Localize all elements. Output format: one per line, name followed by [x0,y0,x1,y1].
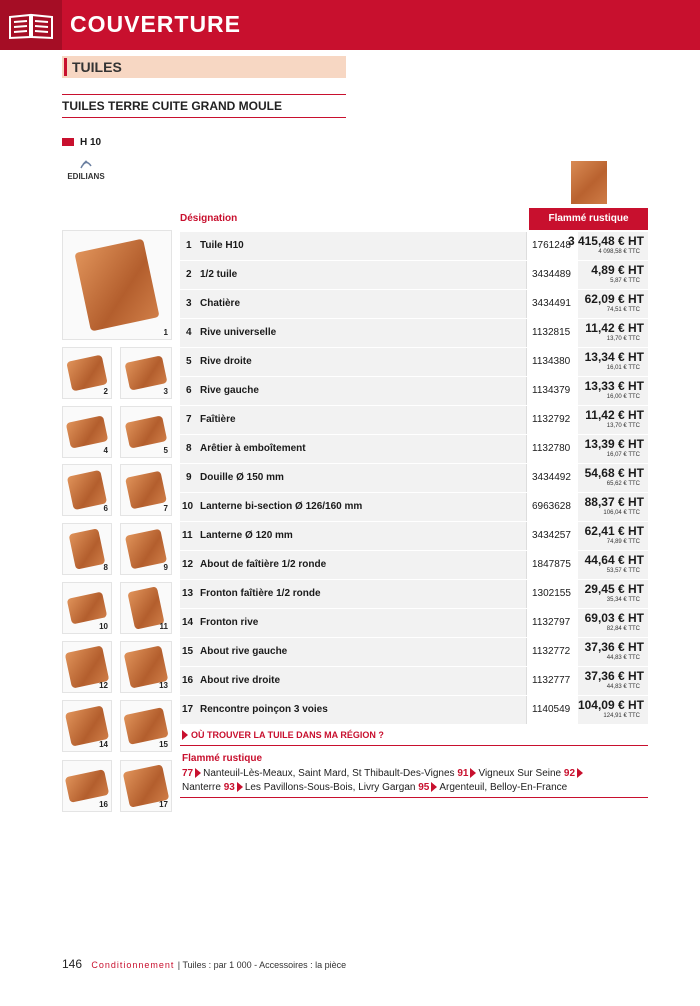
product-image [62,582,112,634]
where-finish-title: Flammé rustique [182,753,263,764]
dept-towns: Nanterre [182,782,221,793]
tile-shape [69,528,106,569]
dept-number: 77 [182,768,194,779]
page-title: COUVERTURE [70,11,242,37]
tile-shape [125,355,168,390]
product-image-number: 3 [163,387,168,396]
table-row [180,434,648,463]
row-designation: Lanterne bi-section Ø 126/160 mm [200,501,363,512]
product-image [62,760,112,812]
product-image-number: 13 [159,681,168,690]
product-image-number: 1 [163,328,168,337]
row-price-ttc: 65,62 € TTC [606,481,640,487]
product-image-number: 16 [99,800,108,809]
product-image-number: 8 [103,563,108,572]
page-footer [62,957,346,971]
arrow-icon [431,782,437,792]
brand-name: EDILIANS [67,172,105,181]
brand-logo [62,160,110,181]
row-number: 15 [182,646,194,657]
row-designation: Lanterne Ø 120 mm [200,530,293,541]
column-header-finish: Flammé rustique [529,208,648,230]
row-price-ttc: 44,83 € TTC [606,655,640,661]
header-banner [0,0,700,50]
row-article-code: 1134380 [526,348,578,376]
row-price-ttc: 13,70 € TTC [606,423,640,429]
row-price-ttc: 44,83 € TTC [606,684,640,690]
row-price-ttc: 13,70 € TTC [606,336,640,342]
product-image-number: 10 [99,622,108,631]
product-image [62,523,112,575]
product-image [120,464,172,516]
row-price-ht: 37,36 € HT [584,640,644,654]
row-price-ht: 62,41 € HT [584,524,644,538]
table-row [180,695,648,724]
row-price-ht: 11,42 € HT [585,408,644,422]
row-price-ht: 44,64 € HT [584,553,644,567]
subsection-title: TUILES TERRE CUITE GRAND MOULE [62,99,283,113]
section-header [62,56,346,78]
row-article-code: 1140549 [526,696,578,724]
table-row [180,231,648,260]
model-label-text: H 10 [80,137,102,148]
row-article-code: 1132772 [526,638,578,666]
row-price-ttc: 35,34 € TTC [606,597,640,603]
arrow-icon [195,768,201,778]
table-row [180,550,648,579]
table-row [180,666,648,695]
product-image [62,700,112,752]
model-label [62,137,101,148]
tile-shape [67,470,107,510]
row-number: 8 [186,443,192,454]
row-number: 14 [182,617,194,628]
tile-shape [125,415,168,448]
tile-shape [66,415,109,448]
product-image-number: 9 [163,563,168,572]
row-number: 6 [186,385,192,396]
subsection-header [62,94,346,118]
row-number: 2 [186,269,192,280]
finish-swatch-image [571,161,607,204]
section-title: TUILES [72,59,122,75]
row-article-code: 1847875 [526,551,578,579]
row-number: 4 [186,327,192,338]
row-designation: Rencontre poinçon 3 voies [200,704,328,715]
locations-line-2 [182,782,567,793]
row-article-code: 1302155 [526,580,578,608]
product-image [120,347,172,399]
arrow-icon [470,768,476,778]
row-price-ht: 69,03 € HT [584,611,644,625]
row-price-ttc: 74,89 € TTC [606,539,640,545]
row-designation: Douille Ø 150 mm [200,472,284,483]
locations-line-1 [182,768,585,779]
row-designation: Rive gauche [200,385,259,396]
price-table [180,231,648,724]
row-number: 5 [186,356,192,367]
row-price-ttc: 124,91 € TTC [603,713,640,719]
tile-shape [125,471,167,510]
product-image-number: 2 [103,387,108,396]
tile-shape [65,769,110,803]
row-article-code: 6963628 [526,493,578,521]
product-image [120,700,172,752]
arrow-icon [182,730,188,740]
row-number: 10 [182,501,194,512]
product-image [120,760,172,812]
row-price-ttc: 53,57 € TTC [606,568,640,574]
tile-shape [67,592,108,625]
row-price-ht: 29,45 € HT [584,582,644,596]
row-price-ht: 54,68 € HT [584,466,644,480]
row-article-code: 1132792 [526,406,578,434]
footer-conditioning: Conditionnement [91,960,175,970]
row-price-ttc: 16,00 € TTC [606,394,640,400]
product-image-number: 17 [159,800,168,809]
row-designation: About rive droite [200,675,281,686]
product-image [62,347,112,399]
row-price-ht: 62,09 € HT [584,292,644,306]
table-row [180,376,648,405]
tile-shape [66,355,107,392]
row-article-code: 3434489 [526,261,578,289]
column-header-designation: Désignation [180,213,238,224]
tile-shape [125,529,167,570]
row-price-ttc: 16,01 € TTC [606,365,640,371]
row-price-ttc: 16,07 € TTC [606,452,640,458]
row-designation: Rive universelle [200,327,277,338]
product-image-number: 4 [103,446,108,455]
table-row [180,318,648,347]
product-image [62,641,112,693]
row-article-code: 1132815 [526,319,578,347]
row-designation: Fronton faîtière 1/2 ronde [200,588,321,599]
row-price-ttc: 5,87 € TTC [610,278,640,284]
row-article-code: 1134379 [526,377,578,405]
table-row [180,608,648,637]
row-designation: Faîtière [200,414,236,425]
product-image-number: 12 [99,681,108,690]
row-designation: Fronton rive [200,617,259,628]
table-row [180,289,648,318]
row-number: 7 [186,414,192,425]
row-price-ht: 37,36 € HT [584,669,644,683]
row-article-code: 1132797 [526,609,578,637]
row-designation: Rive droite [200,356,252,367]
row-number: 1 [186,240,192,251]
row-designation: Chatière [200,298,241,309]
row-price-ttc: 4 098,58 € TTC [598,249,640,255]
row-number: 16 [182,675,194,686]
page-number: 146 [62,957,83,971]
row-price-ttc: 74,51 € TTC [606,307,640,313]
dept-towns: Argenteuil, Belloy-En-France [439,782,568,793]
product-image-number: 7 [163,504,168,513]
dept-number: 93 [223,782,235,793]
arrow-icon [237,782,243,792]
row-designation: About rive gauche [200,646,288,657]
row-article-code: 3434257 [526,522,578,550]
where-to-find [180,727,648,746]
dept-number: 91 [457,768,469,779]
product-image [62,464,112,516]
row-price-ht: 13,34 € HT [584,350,644,364]
row-price-ht: 104,09 € HT [577,698,644,712]
table-row [180,637,648,666]
row-article-code: 1132777 [526,667,578,695]
row-designation: Arêtier à emboîtement [200,443,306,454]
row-article-code: 3434492 [526,464,578,492]
book-icon [0,0,62,50]
table-row [180,521,648,550]
divider [180,797,648,798]
section-accent-bar [64,58,67,76]
product-image [120,641,172,693]
product-image [62,406,112,458]
row-number: 9 [186,472,192,483]
table-row [180,492,648,521]
footer-note: | Tuiles : par 1 000 - Accessoires : la pièce [177,960,347,970]
dept-towns: Vigneux Sur Seine [478,768,562,779]
product-image [120,582,172,634]
dept-towns: Les Pavillons-Sous-Bois, Livry Gargan [244,782,416,793]
row-price-ht: 4,89 € HT [591,263,644,277]
product-image-number: 5 [163,446,168,455]
product-image [62,230,172,340]
dept-number: 95 [418,782,430,793]
row-number: 13 [182,588,194,599]
row-number: 12 [182,559,194,570]
row-article-code: 1132780 [526,435,578,463]
product-image-number: 14 [99,740,108,749]
table-row [180,405,648,434]
row-price-ttc: 82,84 € TTC [606,626,640,632]
table-row [180,347,648,376]
arrow-icon [577,768,583,778]
row-price-ht: 13,39 € HT [584,437,644,451]
row-designation: About de faîtière 1/2 ronde [200,559,327,570]
product-image-number: 6 [103,504,108,513]
row-number: 3 [186,298,192,309]
model-marker [62,138,74,146]
tile-shape [74,239,159,332]
row-price-ht: 88,37 € HT [584,495,644,509]
row-price-ht: 13,33 € HT [584,379,644,393]
dept-number: 92 [563,768,576,779]
where-to-find-title: OÙ TROUVER LA TUILE DANS MA RÉGION ? [191,730,384,740]
product-image-number: 11 [159,622,168,631]
row-designation: Tuile H10 [200,240,244,251]
row-price-ht: 3 415,48 € HT [567,234,644,248]
row-price-ttc: 106,04 € TTC [603,510,640,516]
table-row [180,579,648,608]
dept-towns: Nanteuil-Lès-Meaux, Saint Mard, St Thibault-Des-Vignes [203,768,455,779]
table-row [180,260,648,289]
row-article-code: 3434491 [526,290,578,318]
product-image-number: 15 [159,740,168,749]
brand-mark-icon [79,160,93,170]
row-article-code: 1761248 [526,232,578,260]
row-designation: 1/2 tuile [200,269,238,280]
product-image [120,406,172,458]
row-number: 17 [182,704,194,715]
row-price-ht: 11,42 € HT [585,321,644,335]
row-number: 11 [182,530,193,541]
table-row [180,463,648,492]
product-image [120,523,172,575]
